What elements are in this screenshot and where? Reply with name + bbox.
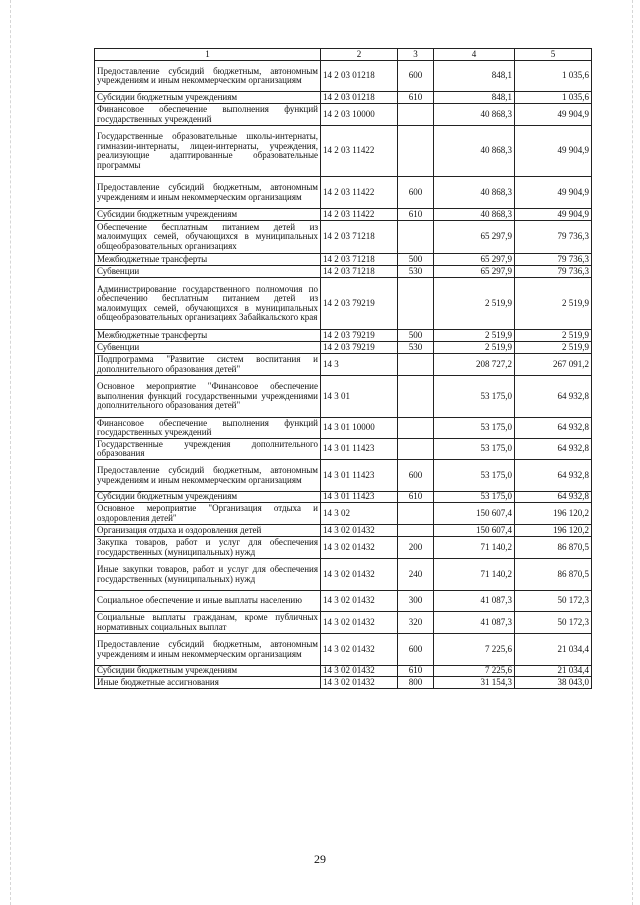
table-row: [95, 330, 592, 342]
row-name: Иные бюджетные ассигнования: [95, 677, 321, 689]
table-row: [95, 92, 592, 104]
row-name: Субсидии бюджетным учреждениям: [95, 92, 321, 104]
row-expense-type: 240: [398, 559, 434, 591]
table-row: [95, 126, 592, 177]
table-row: [95, 492, 592, 503]
row-value-col5: 196 120,2: [515, 525, 592, 537]
row-name: Предоставление субсидий бюджетным, автономным учреждениям и иным некоммерческим организациям: [95, 177, 321, 209]
row-name: Социальные выплаты гражданам, кроме публичных нормативных социальных выплат: [95, 612, 321, 634]
row-expense-type: 300: [398, 591, 434, 612]
row-value-col5: 2 519,9: [515, 330, 592, 342]
row-value-col4: 40 868,3: [434, 126, 515, 177]
row-value-col4: 7 225,6: [434, 634, 515, 666]
table-row: [95, 376, 592, 418]
row-code: 14 3 02: [321, 503, 398, 525]
row-code: 14 2 03 71218: [321, 221, 398, 254]
row-expense-type: 800: [398, 677, 434, 689]
table-row: [95, 418, 592, 439]
row-code: 14 3 02 01432: [321, 612, 398, 634]
row-value-col4: 2 519,9: [434, 330, 515, 342]
row-value-col5: 64 932,8: [515, 460, 592, 492]
row-value-col5: 21 034,4: [515, 666, 592, 677]
row-value-col4: 53 175,0: [434, 439, 515, 460]
row-value-col4: 71 140,2: [434, 559, 515, 591]
row-value-col4: 7 225,6: [434, 666, 515, 677]
row-name: Государственные учреждения дополнительного образования: [95, 439, 321, 460]
row-value-col5: 64 932,8: [515, 439, 592, 460]
row-code: 14 3 02 01432: [321, 666, 398, 677]
row-name: Предоставление субсидий бюджетным, автономным учреждениям и иным некоммерческим организациям: [95, 634, 321, 666]
row-expense-type: [398, 126, 434, 177]
row-value-col4: 53 175,0: [434, 418, 515, 439]
row-value-col5: 49 904,9: [515, 209, 592, 221]
row-code: 14 2 03 10000: [321, 104, 398, 126]
header-col-5: 5: [515, 49, 592, 61]
table-row: [95, 503, 592, 525]
table-row: [95, 537, 592, 559]
row-value-col5: 86 870,5: [515, 559, 592, 591]
row-value-col5: 21 034,4: [515, 634, 592, 666]
row-expense-type: [398, 354, 434, 376]
row-value-col5: 49 904,9: [515, 104, 592, 126]
row-expense-type: 600: [398, 177, 434, 209]
row-value-col4: 53 175,0: [434, 376, 515, 418]
row-code: 14 3 02 01432: [321, 525, 398, 537]
row-value-col5: 64 932,8: [515, 418, 592, 439]
row-expense-type: 530: [398, 266, 434, 278]
table-row: [95, 460, 592, 492]
header-row: [95, 49, 592, 61]
row-value-col4: 53 175,0: [434, 492, 515, 503]
row-value-col4: 2 519,9: [434, 278, 515, 330]
row-value-col4: 65 297,9: [434, 266, 515, 278]
row-name: Предоставление субсидий бюджетным, автономным учреждениям и иным некоммерческим организациям: [95, 61, 321, 92]
row-expense-type: [398, 503, 434, 525]
row-expense-type: 530: [398, 342, 434, 354]
row-name: Субсидии бюджетным учреждениям: [95, 666, 321, 677]
table-row: [95, 634, 592, 666]
row-value-col4: 40 868,3: [434, 209, 515, 221]
table-body: [95, 61, 592, 689]
table-row: [95, 677, 592, 689]
row-value-col4: 31 154,3: [434, 677, 515, 689]
row-name: Субсидии бюджетным учреждениям: [95, 209, 321, 221]
row-value-col4: 2 519,9: [434, 342, 515, 354]
row-value-col4: 150 607,4: [434, 503, 515, 525]
row-code: 14 2 03 11422: [321, 209, 398, 221]
row-code: 14 3 02 01432: [321, 559, 398, 591]
row-name: Государственные образовательные школы-интернаты, гимназии-интернаты, лицеи-интернаты, учреждения, реализующие адаптированные образовательные программы: [95, 126, 321, 177]
row-value-col4: 150 607,4: [434, 525, 515, 537]
row-code: 14 2 03 79219: [321, 278, 398, 330]
row-value-col5: 267 091,2: [515, 354, 592, 376]
header-col-1: 1: [95, 49, 321, 61]
row-code: 14 2 03 71218: [321, 266, 398, 278]
row-code: 14 3 01 11423: [321, 439, 398, 460]
row-name: Финансовое обеспечение выполнения функций государственных учреждений: [95, 104, 321, 126]
row-name: Финансовое обеспечение выполнения функций государственных учреждений: [95, 418, 321, 439]
row-value-col4: 848,1: [434, 61, 515, 92]
row-code: 14 3 02 01432: [321, 677, 398, 689]
header-col-3: 3: [398, 49, 434, 61]
row-code: 14 2 03 79219: [321, 330, 398, 342]
row-code: 14 2 03 11422: [321, 177, 398, 209]
row-value-col5: 1 035,6: [515, 61, 592, 92]
table-row: [95, 221, 592, 254]
row-value-col4: 41 087,3: [434, 612, 515, 634]
row-expense-type: 610: [398, 92, 434, 104]
table-row: [95, 559, 592, 591]
table-row: [95, 666, 592, 677]
row-expense-type: 600: [398, 460, 434, 492]
table-row: [95, 342, 592, 354]
table-row: [95, 104, 592, 126]
row-name: Иные закупки товаров, работ и услуг для обеспечения государственных (муниципальных) нужд: [95, 559, 321, 591]
row-name: Предоставление субсидий бюджетным, автономным учреждениям и иным некоммерческим организациям: [95, 460, 321, 492]
row-name: Подпрограмма "Развитие систем воспитания и дополнительного образования детей": [95, 354, 321, 376]
row-expense-type: 500: [398, 254, 434, 266]
row-code: 14 2 03 79219: [321, 342, 398, 354]
row-name: Организация отдыха и оздоровления детей: [95, 525, 321, 537]
page-number: 29: [314, 852, 326, 866]
row-code: 14 3 02 01432: [321, 537, 398, 559]
row-expense-type: 320: [398, 612, 434, 634]
row-value-col5: 2 519,9: [515, 278, 592, 330]
row-expense-type: [398, 439, 434, 460]
row-code: 14 3 02 01432: [321, 634, 398, 666]
table-row: [95, 591, 592, 612]
table-row: [95, 61, 592, 92]
row-expense-type: 610: [398, 492, 434, 503]
table-row: [95, 278, 592, 330]
row-name: Межбюджетные трансферты: [95, 254, 321, 266]
row-name: Основное мероприятие "Финансовое обеспечение выполнения функций государственными учреждениями дополнительного образования детей": [95, 376, 321, 418]
row-expense-type: 610: [398, 209, 434, 221]
row-value-col5: 1 035,6: [515, 92, 592, 104]
row-name: Основное мероприятие "Организация отдыха и оздоровления детей": [95, 503, 321, 525]
row-value-col5: 64 932,8: [515, 492, 592, 503]
row-code: 14 2 03 01218: [321, 61, 398, 92]
row-value-col4: 40 868,3: [434, 177, 515, 209]
table-row: [95, 439, 592, 460]
header-col-2: 2: [321, 49, 398, 61]
row-code: 14 3 01 10000: [321, 418, 398, 439]
row-value-col5: 49 904,9: [515, 126, 592, 177]
row-code: 14 3 01: [321, 376, 398, 418]
row-expense-type: [398, 221, 434, 254]
row-value-col5: 79 736,3: [515, 254, 592, 266]
row-name: Субвенции: [95, 266, 321, 278]
table-row: [95, 209, 592, 221]
row-expense-type: 600: [398, 634, 434, 666]
row-expense-type: 600: [398, 61, 434, 92]
table-row: [95, 354, 592, 376]
row-name: Субсидии бюджетным учреждениям: [95, 492, 321, 503]
scan-edge-right: [632, 0, 633, 905]
row-name: Обеспечение бесплатным питанием детей из малоимущих семей, обучающихся в муниципальных общеобразовательных организациях: [95, 221, 321, 254]
row-expense-type: [398, 376, 434, 418]
row-value-col4: 848,1: [434, 92, 515, 104]
row-value-col5: 79 736,3: [515, 266, 592, 278]
row-value-col5: 2 519,9: [515, 342, 592, 354]
row-value-col4: 41 087,3: [434, 591, 515, 612]
table-row: [95, 525, 592, 537]
row-expense-type: [398, 418, 434, 439]
row-value-col4: 65 297,9: [434, 254, 515, 266]
row-name: Межбюджетные трансферты: [95, 330, 321, 342]
row-name: Администрирование государственного полномочия по обеспечению бесплатным питанием детей из малоимущих семей, обучающихся в муниципальных общеобразовательных организациях Забайкальского края: [95, 278, 321, 330]
row-value-col4: 40 868,3: [434, 104, 515, 126]
scan-edge-left: [10, 0, 11, 905]
row-value-col4: 53 175,0: [434, 460, 515, 492]
row-code: 14 2 03 01218: [321, 92, 398, 104]
row-value-col5: 196 120,2: [515, 503, 592, 525]
row-value-col5: 38 043,0: [515, 677, 592, 689]
header-col-4: 4: [434, 49, 515, 61]
table-row: [95, 177, 592, 209]
row-code: 14 2 03 11422: [321, 126, 398, 177]
row-code: 14 3 01 11423: [321, 492, 398, 503]
row-expense-type: 200: [398, 537, 434, 559]
budget-table: [94, 48, 592, 689]
table-row: [95, 266, 592, 278]
row-code: 14 2 03 71218: [321, 254, 398, 266]
row-name: Субвенции: [95, 342, 321, 354]
row-expense-type: 500: [398, 330, 434, 342]
row-name: Закупка товаров, работ и услуг для обеспечения государственных (муниципальных) нужд: [95, 537, 321, 559]
table-row: [95, 254, 592, 266]
row-value-col5: 50 172,3: [515, 612, 592, 634]
row-expense-type: [398, 104, 434, 126]
row-expense-type: [398, 525, 434, 537]
row-name: Социальное обеспечение и иные выплаты населению: [95, 591, 321, 612]
row-expense-type: [398, 278, 434, 330]
row-expense-type: 610: [398, 666, 434, 677]
row-code: 14 3: [321, 354, 398, 376]
table-row: [95, 612, 592, 634]
row-code: 14 3 02 01432: [321, 591, 398, 612]
row-value-col5: 64 932,8: [515, 376, 592, 418]
table-header: [95, 49, 592, 61]
row-value-col4: 208 727,2: [434, 354, 515, 376]
row-value-col5: 49 904,9: [515, 177, 592, 209]
row-value-col4: 65 297,9: [434, 221, 515, 254]
row-code: 14 3 01 11423: [321, 460, 398, 492]
row-value-col4: 71 140,2: [434, 537, 515, 559]
row-value-col5: 50 172,3: [515, 591, 592, 612]
row-value-col5: 79 736,3: [515, 221, 592, 254]
row-value-col5: 86 870,5: [515, 537, 592, 559]
